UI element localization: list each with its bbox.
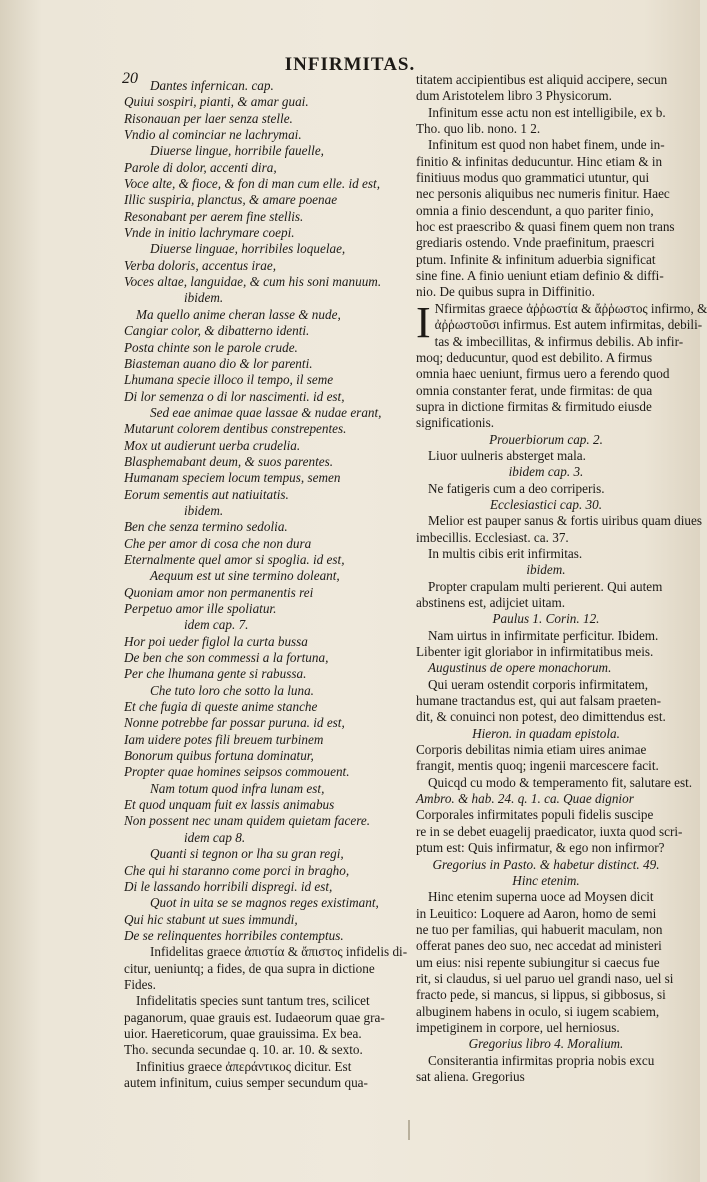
text-line: Et che fugia di queste anime stanche	[124, 699, 318, 715]
text-line: Voce alte, & fioce, & fon di man cum elle. id est,	[124, 176, 380, 192]
text-line: Di le lassando horribili dispregi. id est,	[124, 878, 333, 894]
text-line: offerat panes deo suo, nec accedat ad ministeri	[416, 938, 662, 954]
text-line: Qui hic stabunt ut sues immundi,	[124, 911, 298, 927]
text-line: Paulus 1. Corin. 12.	[492, 611, 600, 627]
text-line: Vnde in initio lachrymare coepi.	[124, 225, 295, 241]
text-line: Vndio al cominciar ne lachrymai.	[124, 127, 302, 143]
text-line: Parole di dolor, accenti dira,	[124, 159, 277, 175]
text-line: Diuerse lingue, horribile fauelle,	[150, 143, 324, 159]
text-line: Ambro. & hab. 24. q. 1. ca. Quae dignior	[416, 791, 634, 807]
text-line: ne tuo per familias, qui habuerit maculam, non	[416, 921, 663, 937]
text-line: Ben che senza termino sedolia.	[124, 519, 288, 535]
text-line: Non possent nec unam quidem quietam facere.	[124, 813, 370, 829]
text-line: nio. De quibus supra in Diffinitio.	[416, 284, 595, 300]
text-line: finitiuus modus quo grammatici utuntur, qui	[416, 170, 650, 186]
text-line: ibidem cap. 3.	[508, 464, 584, 480]
text-line: Nam totum quod infra lunam est,	[150, 780, 325, 796]
text-line: ἀῤῥωστοῦσι infirmus. Est autem infirmitas, debili-	[434, 317, 703, 333]
text-line: Illic suspiria, planctus, & amare poenae	[124, 192, 338, 208]
running-title: INFIRMITAS.	[284, 54, 416, 75]
text-line: Iam uidere potes fili breuem turbinem	[124, 731, 324, 747]
text-line: frangit, mentis quoq; ingenii marcescere facit.	[416, 758, 659, 774]
text-line: nec personis aliquibus nec numeris finitur. Haec	[416, 186, 670, 202]
text-line: Lhumana specie illoco il tempo, il seme	[124, 372, 334, 388]
text-line: ptum est: Quis infirmatur, & ego non infirmor?	[416, 840, 665, 856]
text-line: Humanam speciem locum tempus, semen	[124, 470, 341, 486]
text-line: Ma quello anime cheran lasse & nude,	[136, 306, 341, 322]
text-line: Cangiar color, & dibatterno identi.	[124, 323, 310, 339]
drop-cap: I	[416, 297, 431, 347]
text-line: Aequum est ut sine termino doleant,	[150, 568, 340, 584]
text-line: De se relinquentes horribiles contemptus.	[124, 927, 344, 943]
text-line: humane tractandus est, qui aut falsam praeten-	[416, 693, 661, 709]
text-line: Tho. quo lib. nono. 1 2.	[416, 121, 541, 137]
text-line: imbecillis. Ecclesiast. ca. 37.	[416, 529, 569, 545]
text-line: Propter crapulam multi perierent. Qui autem	[428, 578, 663, 594]
text-line: dum Aristotelem libro 3 Physicorum.	[416, 88, 612, 104]
text-line: Gregorius in Pasto. & habetur distinct. 49.	[432, 856, 660, 872]
text-line: Ecclesiastici cap. 30.	[489, 496, 603, 512]
text-line: idem cap 8.	[184, 829, 246, 845]
right-column	[416, 72, 707, 1085]
text-line: citur, ueniuntq; a fides, de qua supra in dictione	[124, 960, 375, 976]
text-line: Corporis debilitas nimia etiam uires animae	[416, 742, 647, 758]
text-line: albuginem habens in oculo, si iugem scabiem,	[416, 1003, 660, 1019]
text-line: Eorum sementis aut natiuitatis.	[124, 486, 289, 502]
text-line: Che per amor di cosa che non dura	[124, 535, 312, 551]
text-line: In multis cibis erit infirmitas.	[428, 545, 583, 561]
text-line: Nfirmitas graece ἀῤῥωστία & ἄῤῥωστος infirmo, &	[434, 300, 707, 316]
text-line: Infinitum est quod non habet finem, unde in-	[428, 137, 665, 153]
text-line: omnia a finio descendunt, a quo pariter finio,	[416, 202, 654, 218]
left-column	[124, 78, 416, 1091]
text-line: Qui ueram ostendit corporis infirmitatem,	[428, 676, 649, 692]
text-line: uior. Haereticorum, quae grauissima. Ex bea.	[124, 1025, 362, 1041]
text-line: rit, si claudus, si uel paruo uel grandi naso, uel si	[416, 970, 674, 986]
text-line: Et quod unquam fuit ex lassis animabus	[124, 797, 335, 813]
text-line: Quicqd cu modo & temperamento fit, salutare est.	[428, 774, 693, 790]
text-line: Sed eae animae quae lassae & nudae erant,	[150, 404, 382, 420]
text-line: Che qui hi staranno come porci in bragho,	[124, 862, 350, 878]
text-line: omnia haec ueniunt, firmus uero a ferendo quod	[416, 366, 670, 382]
text-line: Augustinus de opere monachorum.	[428, 660, 612, 676]
text-line: Voces altae, languidae, & cum his soni manuum.	[124, 274, 382, 290]
text-line: Hinc etenim superna uoce ad Moysen dicit	[428, 889, 654, 905]
text-line: Mox ut audierunt uerba crudelia.	[124, 437, 301, 453]
text-line: Infidelitatis species sunt tantum tres, scilicet	[136, 993, 370, 1009]
text-line: tas & imbecillitas, & infirmus debilis. Ab infir-	[434, 333, 684, 349]
text-line: Melior est pauper sanus & fortis uiribus quam diues	[428, 513, 702, 529]
text-line: ibidem.	[526, 562, 566, 578]
text-line: Ne fatigeris cum a deo corriperis.	[428, 480, 605, 496]
text-line: ibidem.	[184, 290, 224, 306]
text-line: Hinc etenim.	[512, 872, 580, 888]
text-line: Perpetuo amor ille spoliatur.	[124, 601, 277, 616]
text-line: um eius: nisi repente subiungitur si caecus fue	[416, 954, 660, 970]
text-line: ptum. Infinite & infinitum aduerbia significat	[416, 251, 656, 267]
text-line: Nam uirtus in infirmitate perficitur. Ibidem.	[428, 627, 659, 643]
text-line: ibidem.	[184, 502, 224, 518]
text-line: Resonabant per aerem fine stellis.	[124, 208, 304, 224]
text-line: fracto pede, si mancus, si lippus, si gibbosus, si	[416, 987, 666, 1003]
text-line: sine fine. A finio ueniunt etiam definio & diffi-	[416, 268, 664, 284]
folio-number: 20	[122, 70, 138, 87]
text-line: Liuor uulneris absterget mala.	[428, 447, 586, 463]
text-line: Consiterantia infirmitas propria nobis excu	[428, 1052, 655, 1068]
text-line: impetiginem in corpore, uel herniosus.	[416, 1019, 620, 1035]
text-line: Dantes infernican. cap.	[150, 78, 274, 93]
text-line: Quiui sospiri, pianti, & amar guai.	[124, 94, 309, 110]
text-line: omnia constanter ferat, unde firmitas: de qua	[416, 382, 653, 398]
text-line: Infinitum esse actu non est intelligibile, ex b.	[428, 104, 666, 120]
text-line: Quoniam amor non permanentis rei	[124, 584, 314, 600]
text-line: Propter quae homines seipsos commouent.	[124, 764, 350, 780]
text-line: Per che lhumana gente si rabussa.	[124, 666, 307, 682]
text-line: Quanti si tegnon or lha su gran regi,	[150, 846, 344, 862]
text-line: Risonauan per laer senza stelle.	[124, 110, 293, 126]
text-line: finitio & infinitas deducuntur. Hinc etiam & in	[416, 153, 663, 169]
text-line: Tho. secunda secundae q. 10. ar. 10. & sexto.	[124, 1042, 363, 1058]
text-line: Nonne potrebbe far possar puruna. id est,	[124, 715, 345, 731]
text-line: supra in dictione firmitas & firmitudo eiusde	[416, 398, 652, 414]
text-line: Verba doloris, accentus irae,	[124, 257, 277, 273]
text-line: Hieron. in quadam epistola.	[472, 725, 620, 741]
text-line: dit, & conuinci non potest, deo dimittendus est.	[416, 709, 666, 725]
text-line: sat aliena. Gregorius	[416, 1068, 525, 1084]
text-line: in Leuitico: Loquere ad Aaron, homo de semi	[416, 905, 657, 921]
text-line: Infidelitas graece ἀπιστία & ἄπιστος infidelis di-	[150, 944, 408, 960]
text-line: significationis.	[416, 415, 495, 431]
text-line: Di lor semenza o di lor nascimenti. id est,	[124, 388, 345, 404]
text-line: De ben che son commessi a la fortuna,	[124, 650, 329, 666]
text-line: moq; deducuntur, quod est debilito. A firmus	[416, 349, 653, 365]
text-line: hoc est praescribo & quasi finem quem non trans	[416, 219, 675, 235]
text-line: Corporales infirmitates populi fidelis suscipe	[416, 807, 654, 823]
text-line: idem cap. 7.	[184, 617, 249, 633]
text-line: Posta chinte son le parole crude.	[124, 339, 298, 355]
text-line: autem infinitum, cuius semper secundum qua-	[124, 1074, 368, 1090]
text-line: Bonorum quibus fortuna dominatur,	[124, 748, 314, 764]
text-line: Che tuto loro che sotto la luna.	[150, 682, 314, 698]
text-line: grediaris ostendo. Vnde praefinitum, praescri	[416, 235, 655, 251]
text-line: Quot in uita se se magnos reges existimant,	[150, 895, 379, 911]
text-line: Gregorius libro 4. Moralium.	[468, 1036, 624, 1052]
text-line: Mutarunt colorem dentibus constrepentes.	[124, 421, 347, 437]
text-line: re in se debet euagelij praedicator, iuxta quod scri-	[416, 823, 683, 839]
text-line: abstinens est, adijciet uitam.	[416, 595, 566, 610]
text-line: paganorum, quae grauis est. Iudaeorum quae gra-	[124, 1009, 385, 1025]
text-line: Infinitius graece ἀπεράντικος dicitur. Est	[136, 1058, 352, 1074]
text-line: Hor poi ueder figlol la curta bussa	[124, 633, 308, 649]
text-line: Libenter igit gloriabor in infirmitatibus meis.	[416, 644, 654, 660]
page-fold-mark	[408, 1120, 410, 1140]
text-line: Fides.	[124, 976, 156, 992]
text-line: Blasphemabant deum, & suos parentes.	[124, 453, 334, 469]
text-line: titatem accipientibus est aliquid accipere, secun	[416, 72, 668, 87]
text-line: Eternalmente quel amor si spoglia. id est,	[124, 551, 345, 567]
text-line: Diuerse linguae, horribiles loquelae,	[150, 241, 346, 257]
text-line: Biasteman auano dio & lor parenti.	[124, 355, 313, 371]
text-line: Prouerbiorum cap. 2.	[489, 431, 603, 447]
